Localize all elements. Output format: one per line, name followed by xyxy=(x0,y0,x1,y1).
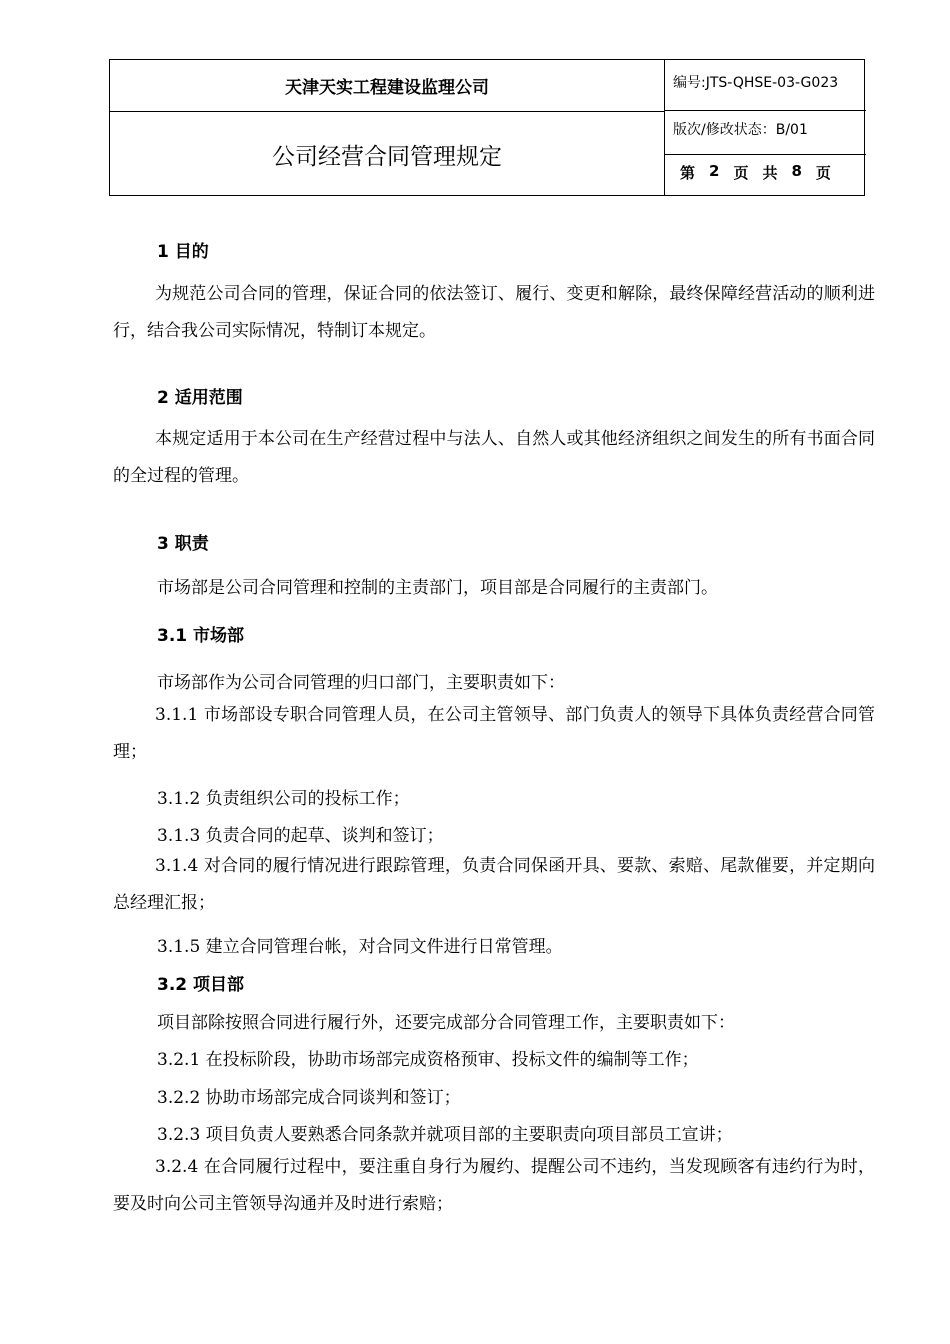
list-item: 3.1.2 负责组织公司的投标工作； xyxy=(157,789,410,809)
document-title: 公司经营合同管理规定 xyxy=(272,143,502,170)
company-name: 天津天实工程建设监理公司 xyxy=(285,78,489,98)
paragraph: 市场部是公司合同管理和控制的主责部门，项目部是合同履行的主责部门。 xyxy=(157,578,718,598)
list-item: 3.1.5 建立合同管理台帐，对合同文件进行日常管理。 xyxy=(157,937,563,957)
revision-status: 版次/修改状态：B/01 xyxy=(673,122,808,138)
list-item: 3.1.3 负责合同的起草、谈判和签订； xyxy=(157,826,444,846)
header-divider xyxy=(664,60,665,195)
paragraph: 本规定适用于本公司在生产经营过程中与法人、自然人或其他经济组织之间发生的所有书面合同的全过程的管理。 xyxy=(113,429,875,486)
paragraph: 为规范公司合同的管理，保证合同的依法签订、履行、变更和解除，最终保障经营活动的顺利进行，结合我公司实际情况，特制订本规定。 xyxy=(113,284,875,341)
list-item: 3.2.4 在合同履行过程中，要注重自身行为履约、提醒公司不违约，当发现顾客有违约行为时，要及时向公司主管领导沟通并及时进行索赔； xyxy=(113,1157,875,1214)
current-page-number: 2 xyxy=(709,162,720,180)
list-item: 3.1.4 对合同的履行情况进行跟踪管理，负责合同保函开具、要款、索赔、尾款催要，并定期向总经理汇报； xyxy=(113,856,875,913)
header-divider xyxy=(664,110,866,111)
list-item: 3.2.1 在投标阶段，协助市场部完成资格预审、投标文件的编制等工作； xyxy=(157,1050,699,1070)
header-table xyxy=(109,59,865,196)
section-heading: 3 职责 xyxy=(157,534,209,554)
subsection-heading: 3.2 项目部 xyxy=(157,975,245,995)
list-item: 3.2.3 项目负责人要熟悉合同条款并就项目部的主要职责向项目部员工宣讲； xyxy=(157,1125,733,1145)
list-item: 3.2.2 协助市场部完成合同谈判和签订； xyxy=(157,1088,461,1108)
page-indicator-part: 页 xyxy=(733,164,749,182)
paragraph: 市场部作为公司合同管理的归口部门，主要职责如下： xyxy=(157,673,565,693)
section-heading: 2 适用范围 xyxy=(157,388,243,408)
page-indicator-part: 共 xyxy=(762,164,778,182)
page-indicator xyxy=(680,162,831,183)
subsection-heading: 3.1 市场部 xyxy=(157,626,245,646)
section-heading: 1 目的 xyxy=(157,242,209,262)
document-number: 编号:JTS-QHSE-03-G023 xyxy=(673,75,839,91)
list-item: 3.1.1 市场部设专职合同管理人员，在公司主管领导、部门负责人的领导下具体负责经营合同管理； xyxy=(113,705,875,762)
paragraph: 项目部除按照合同进行履行外，还要完成部分合同管理工作，主要职责如下： xyxy=(157,1013,735,1033)
total-pages-number: 8 xyxy=(791,162,802,180)
page-indicator-part: 第 xyxy=(680,164,696,182)
page-indicator-part: 页 xyxy=(815,164,831,182)
header-divider xyxy=(664,154,866,155)
